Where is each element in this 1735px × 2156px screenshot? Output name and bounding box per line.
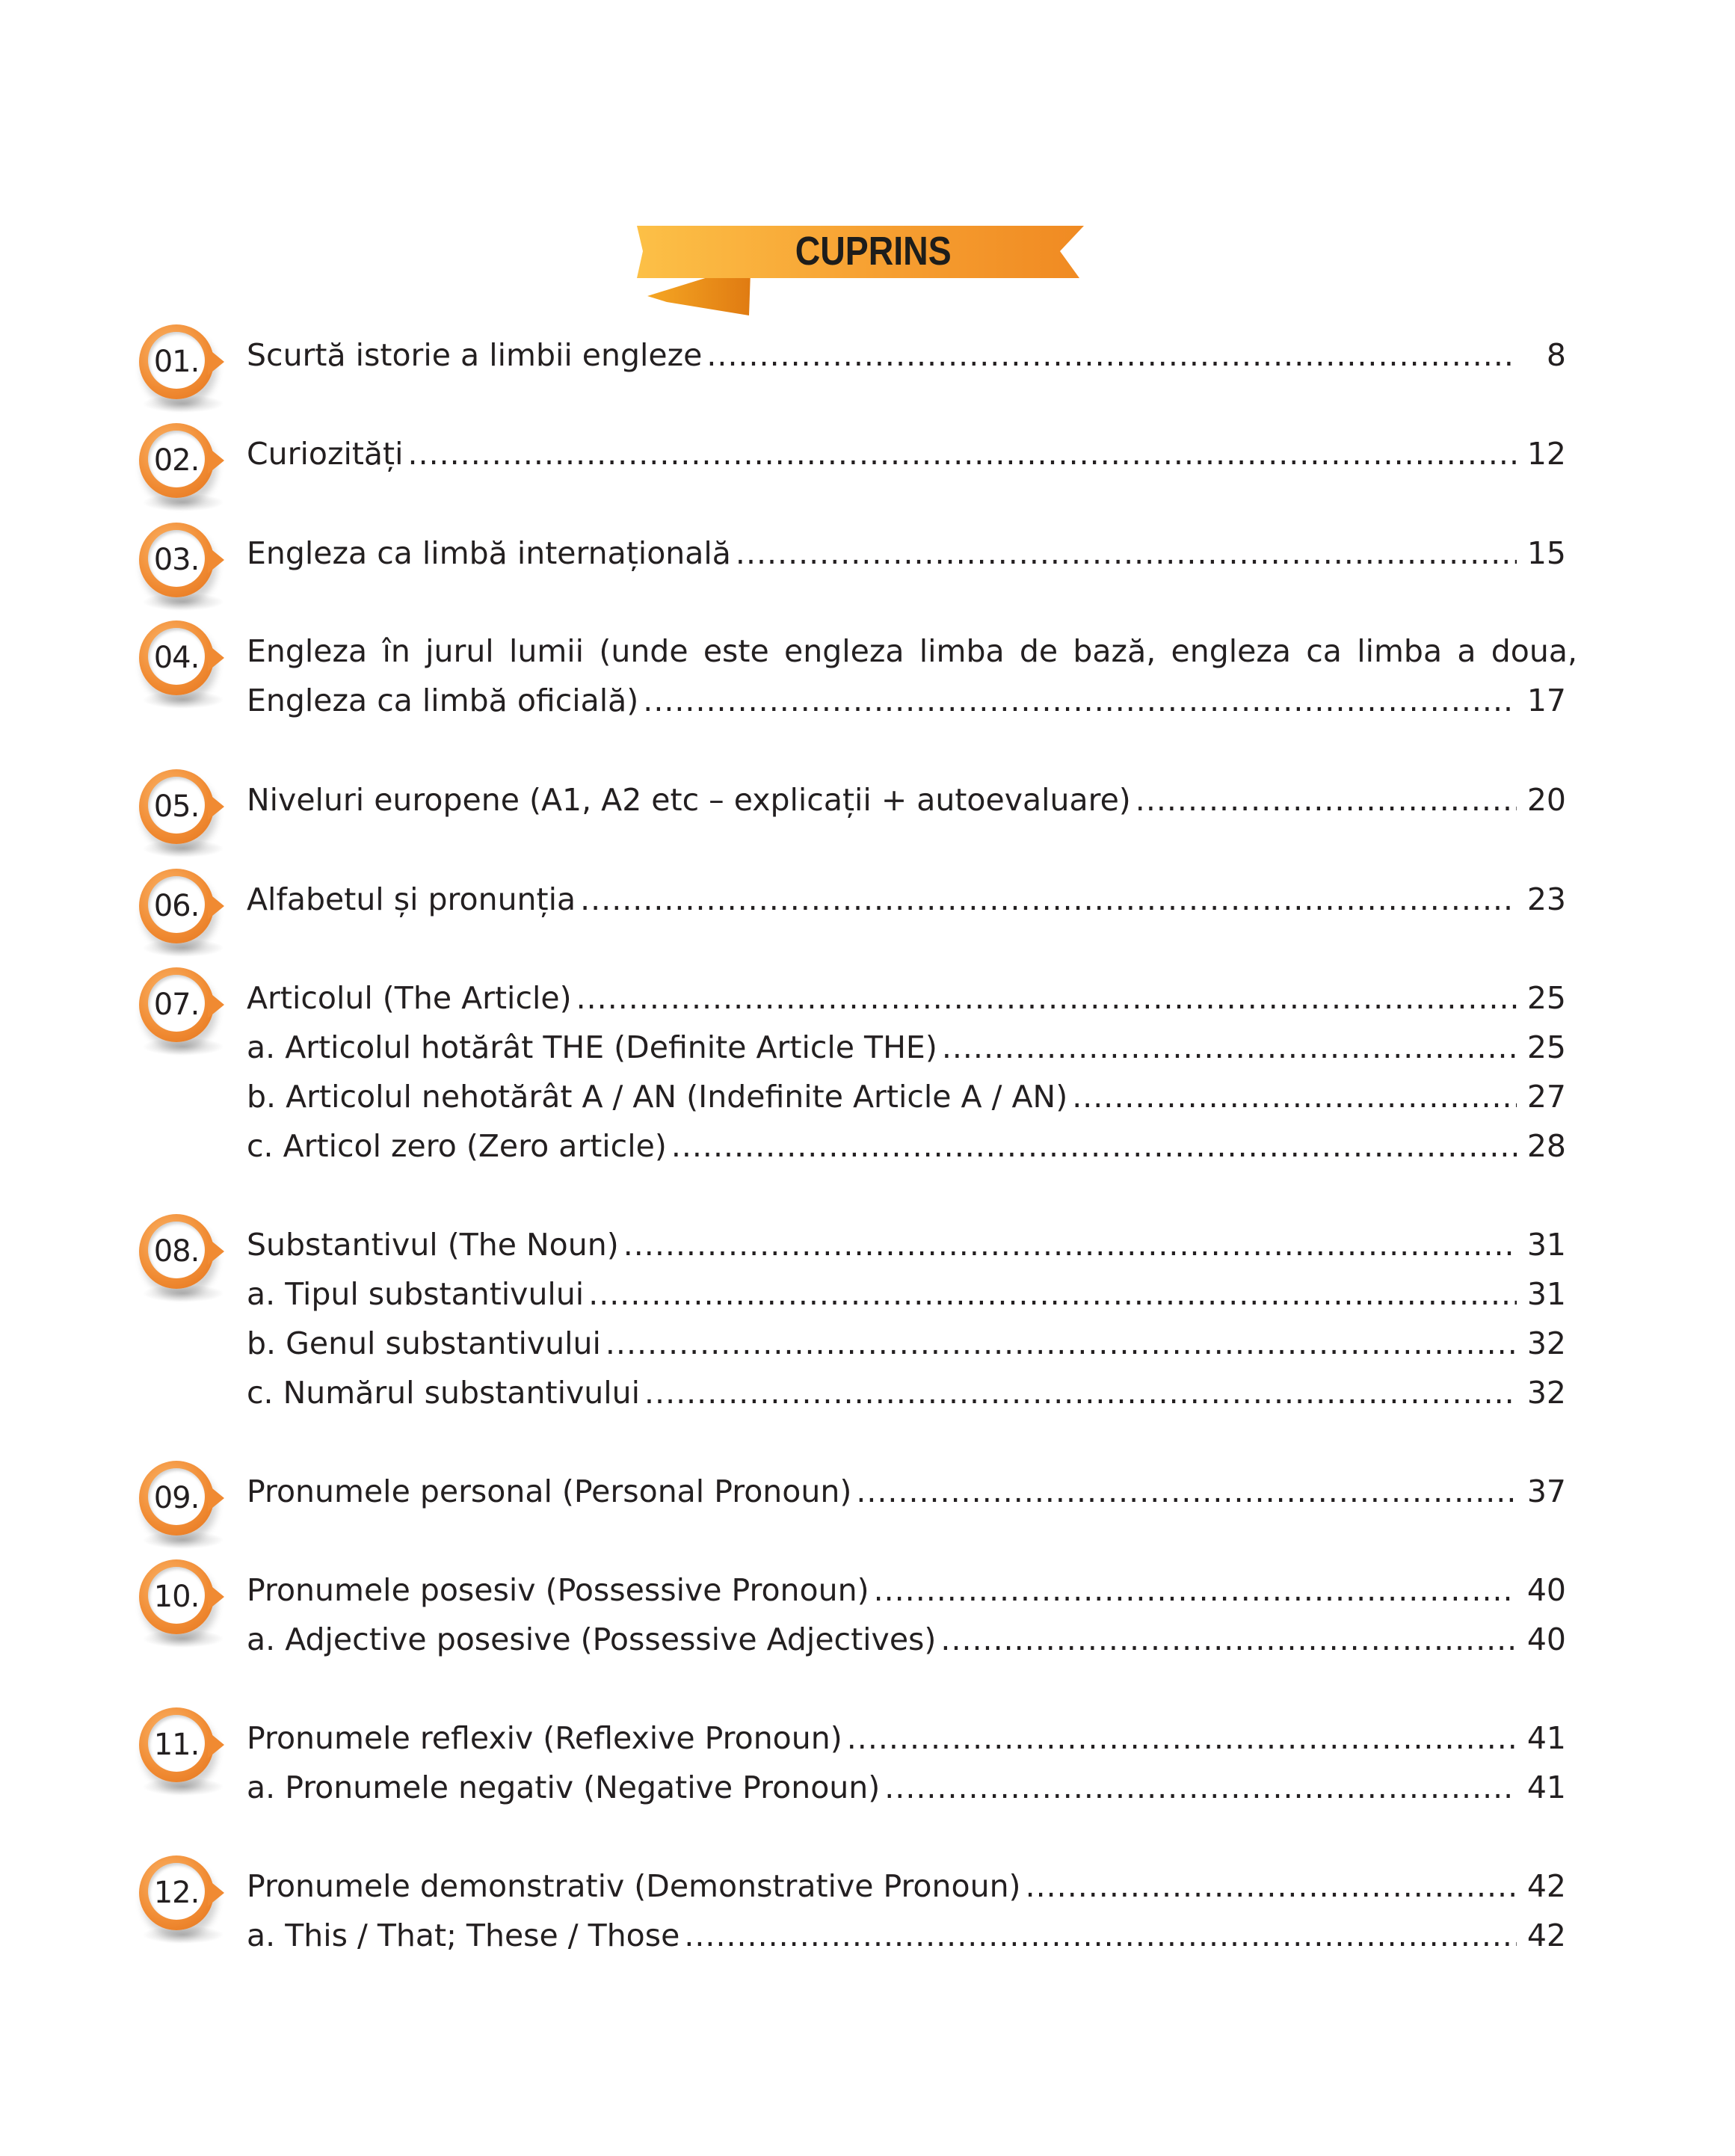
- toc-entry-label: Articolul (The Article): [247, 980, 572, 1016]
- toc-page-number: 41: [1526, 1720, 1566, 1756]
- toc-page-number: 40: [1526, 1621, 1566, 1657]
- toc-entry-label: c. Articol zero (Zero article): [247, 1128, 667, 1164]
- toc-page-number: 40: [1526, 1572, 1566, 1608]
- toc-entry-label: Pronumele personal (Personal Pronoun): [247, 1473, 852, 1509]
- toc-entry-label: b. Articolul nehotărât A / AN (Indefinite Article A / AN): [247, 1079, 1068, 1115]
- section-number-badge: [135, 866, 239, 970]
- toc-page-number: 28: [1526, 1128, 1566, 1164]
- toc-page-number: 20: [1526, 782, 1566, 818]
- toc-entry-label: Curiozități: [247, 436, 404, 472]
- toc-page-number: 37: [1526, 1473, 1566, 1509]
- toc-page-number: 42: [1526, 1868, 1566, 1904]
- toc-subentry[interactable]: [247, 1615, 1566, 1664]
- section-number: 05.: [153, 789, 200, 824]
- toc-subentry[interactable]: [247, 1121, 1566, 1171]
- toc-entry[interactable]: [247, 875, 1566, 924]
- dot-leader: [580, 875, 1517, 924]
- toc-page-number: 41: [1526, 1770, 1566, 1805]
- dot-leader: [940, 1615, 1517, 1664]
- toc-entry[interactable]: [247, 775, 1566, 825]
- dot-leader: [623, 1220, 1517, 1269]
- toc-page-number: 31: [1526, 1227, 1566, 1263]
- section-number-badge: [135, 1211, 239, 1316]
- toc-page-number: 23: [1526, 881, 1566, 917]
- page-title: CUPRINS: [795, 229, 952, 274]
- dot-leader: [874, 1565, 1517, 1615]
- toc-entry[interactable]: [247, 1565, 1566, 1615]
- toc-entry[interactable]: [247, 676, 1566, 725]
- section-number: 09.: [153, 1481, 200, 1515]
- dot-leader: [847, 1713, 1517, 1763]
- dot-leader: [942, 1023, 1517, 1072]
- section-number: 11.: [153, 1728, 200, 1762]
- dot-leader: [1072, 1072, 1517, 1121]
- section-number-badge: [135, 520, 239, 624]
- section-number: 07.: [153, 988, 200, 1022]
- toc-entry-label: a. Tipul substantivului: [247, 1276, 585, 1312]
- toc-entry-label: Substantivul (The Noun): [247, 1227, 619, 1263]
- section-number: 04.: [153, 641, 200, 675]
- dot-leader: [1135, 775, 1517, 825]
- toc-page-number: 15: [1526, 535, 1566, 571]
- toc-entry-label: c. Numărul substantivului: [247, 1375, 640, 1411]
- toc-entry[interactable]: [247, 330, 1566, 380]
- dot-leader: [884, 1763, 1517, 1812]
- dot-leader: [605, 1319, 1517, 1368]
- toc-page-number: 8: [1546, 337, 1566, 373]
- section-number-badge: [135, 617, 239, 722]
- toc-entry-label: a. Pronumele negativ (Negative Pronoun): [247, 1770, 881, 1805]
- section-number-badge: [135, 964, 239, 1069]
- toc-entry-label: Pronumele demonstrativ (Demonstrative Pronoun): [247, 1868, 1021, 1904]
- toc-page-number: 17: [1526, 683, 1566, 718]
- title-banner: [637, 224, 1084, 315]
- toc-page-number: 32: [1526, 1325, 1566, 1361]
- toc-entry-label: b. Genul substantivului: [247, 1325, 601, 1361]
- toc-entry[interactable]: [247, 1713, 1566, 1763]
- toc-entry-line[interactable]: Engleza în jurul lumii (unde este engleza limba de bază, engleza ca limba a doua,: [247, 633, 1577, 669]
- section-number-badge: [135, 1556, 239, 1661]
- section-number: 03.: [153, 543, 200, 577]
- toc-entry-label: Scurtă istorie a limbii engleze: [247, 337, 703, 373]
- dot-leader: [588, 1269, 1517, 1319]
- toc-page-number: 32: [1526, 1375, 1566, 1411]
- toc-entry[interactable]: [247, 429, 1566, 478]
- dot-leader: [736, 529, 1517, 578]
- dot-leader: [408, 429, 1517, 478]
- toc-entry-label: Alfabetul și pronunția: [247, 881, 576, 917]
- toc-subentry[interactable]: [247, 1368, 1566, 1417]
- toc-entry[interactable]: [247, 1861, 1566, 1911]
- section-number: 02.: [153, 443, 200, 478]
- toc-subentry[interactable]: [247, 1319, 1566, 1368]
- dot-leader: [671, 1121, 1517, 1171]
- dot-leader: [643, 676, 1517, 725]
- dot-leader: [1026, 1861, 1517, 1911]
- toc-subentry[interactable]: [247, 1911, 1566, 1960]
- toc-entry[interactable]: [247, 529, 1566, 578]
- section-number: 01.: [153, 345, 200, 379]
- toc-subentry[interactable]: [247, 1269, 1566, 1319]
- dot-leader: [706, 330, 1517, 380]
- toc-page-number: 31: [1526, 1276, 1566, 1312]
- dot-leader: [684, 1911, 1517, 1960]
- toc-entry-label: Engleza ca limbă internațională: [247, 535, 731, 571]
- section-number: 12.: [153, 1876, 200, 1910]
- section-number-badge: [135, 1852, 239, 1957]
- section-number-badge: [135, 321, 239, 426]
- toc-entry[interactable]: [247, 1220, 1566, 1269]
- toc-entry[interactable]: [247, 973, 1566, 1023]
- toc-entry-label: Pronumele posesiv (Possessive Pronoun): [247, 1572, 869, 1608]
- section-number-badge: [135, 1704, 239, 1809]
- section-number-badge: [135, 766, 239, 871]
- dot-leader: [856, 1467, 1517, 1516]
- toc-page-number: 27: [1526, 1079, 1566, 1115]
- toc-subentry[interactable]: [247, 1072, 1566, 1121]
- toc-page-number: 12: [1526, 436, 1566, 472]
- toc-entry-label: a. This / That; These / Those: [247, 1918, 680, 1953]
- toc-entry-label: Pronumele reflexiv (Reflexive Pronoun): [247, 1720, 842, 1756]
- toc-entry-label: Niveluri europene (A1, A2 etc – explicații + autoevaluare): [247, 782, 1131, 818]
- toc-entry-label: Engleza ca limbă oficială): [247, 683, 639, 718]
- toc-page-number: 25: [1526, 980, 1566, 1016]
- toc-page-number: 25: [1526, 1029, 1566, 1065]
- section-number: 10.: [153, 1580, 200, 1614]
- toc-entry-label: a. Articolul hotărât THE (Definite Article THE): [247, 1029, 937, 1065]
- dot-leader: [644, 1368, 1517, 1417]
- toc-entry[interactable]: [247, 1467, 1566, 1516]
- toc-subentry[interactable]: [247, 1023, 1566, 1072]
- section-number-badge: [135, 1458, 239, 1562]
- dot-leader: [576, 973, 1517, 1023]
- toc-entry-label: a. Adjective posesive (Possessive Adjectives): [247, 1621, 937, 1657]
- section-number: 06.: [153, 889, 200, 923]
- toc-page-number: 42: [1526, 1918, 1566, 1953]
- section-number: 08.: [153, 1234, 200, 1269]
- section-number-badge: [135, 420, 239, 525]
- toc-subentry[interactable]: [247, 1763, 1566, 1812]
